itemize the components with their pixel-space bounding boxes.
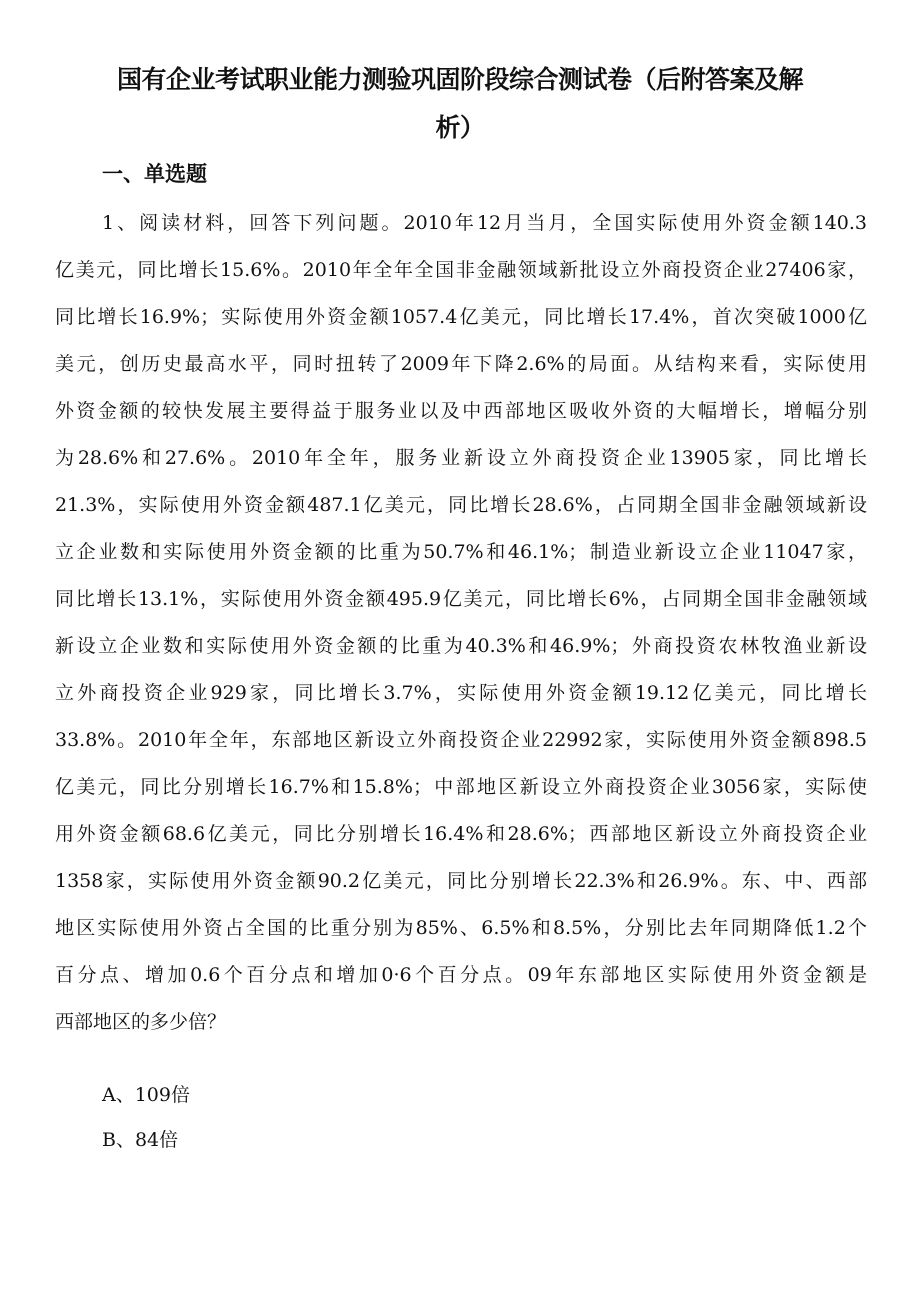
question-text-line: 立企业数和实际使用外资金额的比重为50.7%和46.1%；制造业新设立企业11047家， [55,541,867,563]
document-title-line-1: 国有企业考试职业能力测验巩固阶段综合测试卷（后附答案及解 [116,65,803,94]
question-text-line: 21.3%，实际使用外资金额487.1亿美元，同比增长28.6%，占同期全国非金融领域新设 [55,494,867,516]
question-text-line: 新设立企业数和实际使用外资金额的比重为40.3%和46.9%；外商投资农林牧渔业新设 [55,635,867,657]
question-text-line: 33.8%。2010年全年，东部地区新设立外商投资企业22992家，实际使用外资金额898.5 [55,729,867,751]
section-heading: 一、单选题 [102,162,207,186]
question-text-line: 百分点、增加0.6个百分点和增加0·6个百分点。09年东部地区实际使用外资金额是 [55,964,867,986]
option-b[interactable]: B、84倍 [102,1129,179,1151]
question-text-line: 亿美元，同比增长15.6%。2010年全年全国非金融领域新批设立外商投资企业27406家， [55,259,867,281]
question-text-line: 用外资金额68.6亿美元，同比分别增长16.4%和28.6%；西部地区新设立外商投资企业 [55,823,867,845]
question-text-line: 西部地区的多少倍？ [55,1011,227,1033]
question-text-line: 为28.6%和27.6%。2010年全年，服务业新设立外商投资企业13905家，同比增长 [55,447,867,469]
question-text-line: 立外商投资企业929家，同比增长3.7%，实际使用外资金额19.12亿美元，同比增长 [55,682,867,704]
question-text-line: 亿美元，同比分别增长16.7%和15.8%；中部地区新设立外商投资企业3056家，实际使 [55,776,867,798]
question-text-line: 美元，创历史最高水平，同时扭转了2009年下降2.6%的局面。从结构来看，实际使用 [55,353,867,375]
question-text-line: 地区实际使用外资占全国的比重分别为85%、6.5%和8.5%，分别比去年同期降低1.2个 [55,917,867,939]
question-text-line: 外资金额的较快发展主要得益于服务业以及中西部地区吸收外资的大幅增长，增幅分别 [55,400,867,422]
option-a[interactable]: A、109倍 [102,1084,190,1106]
question-text-line: 同比增长13.1%，实际使用外资金额495.9亿美元，同比增长6%，占同期全国非金融领域 [55,588,867,610]
question-text-line: 1、阅读材料，回答下列问题。2010年12月当月，全国实际使用外资金额140.3 [102,212,867,234]
question-text-line: 同比增长16.9%；实际使用外资金额1057.4亿美元，同比增长17.4%，首次突破1000亿 [55,306,867,328]
question-text-line: 1358家，实际使用外资金额90.2亿美元，同比分别增长22.3%和26.9%。东、中、西部 [55,870,867,892]
document-title-line-2: 析） [435,113,485,142]
